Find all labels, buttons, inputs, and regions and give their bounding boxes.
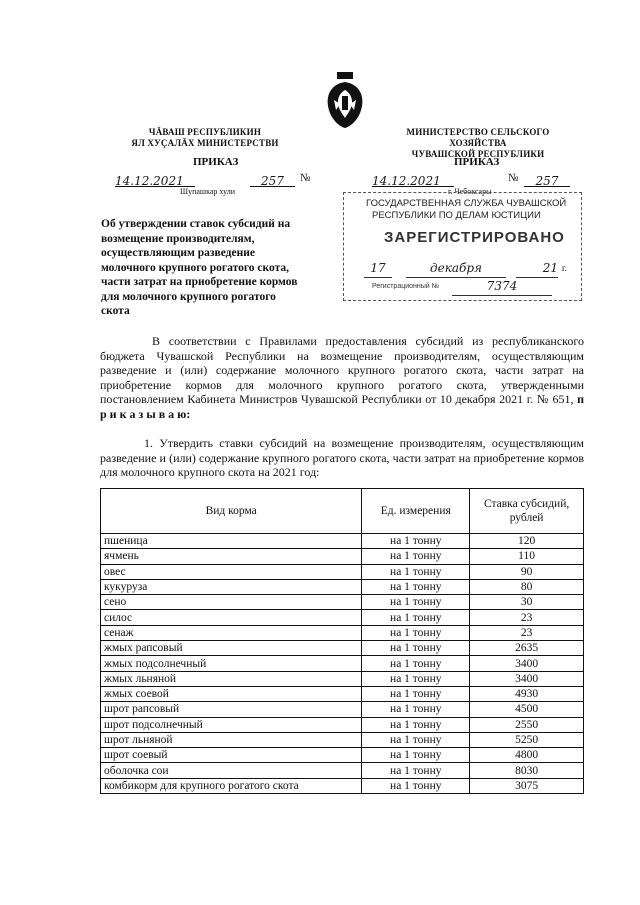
stamp-day-line [364, 259, 392, 278]
stamp-reg-number: 7374 [486, 279, 518, 293]
rate-cell: 30 [470, 595, 584, 610]
title-line: части затрат на приобретение кормов [101, 276, 298, 288]
unit-cell: на 1 тонну [362, 579, 470, 594]
stamp-reg-line [452, 277, 552, 296]
right-place: г. Чебоксары [448, 187, 492, 196]
stamp-line2: РЕСПУБЛИКИ ПО ДЕЛАМ ЮСТИЦИИ [372, 210, 541, 221]
rate-cell: 2635 [470, 641, 584, 656]
left-org-line2: ЯЛ ХУÇАЛĂХ МИНИСТЕРСТВИ [131, 138, 279, 148]
feed-type-cell: сенаж [101, 625, 362, 640]
feed-type-cell: комбикорм для крупного рогатого скота [101, 778, 362, 793]
subsidy-rates-table [100, 488, 584, 794]
left-place: Шупашкар хули [180, 187, 235, 196]
table-row [101, 748, 584, 763]
title-line: возмещение производителям, [101, 232, 255, 245]
right-number-sign: № [508, 172, 519, 184]
unit-cell: на 1 тонну [362, 763, 470, 778]
rate-cell: 5250 [470, 732, 584, 747]
left-org-line1: ЧĂВАШ РЕСПУБЛИКИН [148, 127, 262, 137]
table-row [101, 671, 584, 686]
rate-cell: 8030 [470, 763, 584, 778]
right-date: 14.12.2021 [372, 174, 441, 188]
left-date-line [115, 172, 195, 187]
table-row [101, 549, 584, 564]
feed-type-cell: кукуруза [101, 579, 362, 594]
unit-cell: на 1 тонну [362, 641, 470, 656]
feed-type-cell: шрот рапсовый [101, 702, 362, 717]
table-row [101, 534, 584, 549]
table-row [101, 579, 584, 594]
right-prikaz-label: ПРИКАЗ [454, 156, 500, 168]
unit-cell: на 1 тонну [362, 717, 470, 732]
feed-type-cell: жмых соевой [101, 686, 362, 701]
body-paragraph-2: 1. Утвердить ставки субсидий на возмещение производителям, осуществляющим разведение и (или) содержание крупного рогатого скота, части затрат на приобретение кормов для молочного крупного скота на 2021 год: [100, 436, 584, 480]
title-line: Об утверждении ставок субсидий на [101, 218, 291, 230]
unit-cell: на 1 тонну [362, 686, 470, 701]
para1-text: В соответствии с Правилами предоставления субсидий из республиканского бюджета Чувашской Республики на возмещение производителям, осуществляющим разведение и (или) содержание молочного крупного рогатого скота, части затрат на приобретение кормов для молочного крупного рогатого скота, утвержденными постановлением Кабинета Министров Чувашской Республики от 10 декабря 2021 г. № 651, [100, 334, 584, 407]
left-number: 257 [261, 174, 284, 188]
rate-cell: 3400 [470, 671, 584, 686]
title-line: для молочного крупного рогатого [101, 290, 276, 303]
stamp-registered: ЗАРЕГИСТРИРОВАНО [384, 229, 565, 246]
title-line: молочного крупного рогатого скота, [101, 261, 290, 274]
body-paragraph-1 [100, 334, 584, 422]
unit-cell: на 1 тонну [362, 625, 470, 640]
unit-cell: на 1 тонну [362, 610, 470, 625]
table-row [101, 763, 584, 778]
left-org-header [120, 127, 290, 149]
table-row [101, 595, 584, 610]
title-line: осуществляющим разведение [101, 247, 255, 259]
header-rate: Ставка субсидий, рублей [470, 489, 584, 534]
right-number-line [524, 172, 570, 187]
table-row [101, 686, 584, 701]
rate-cell: 2550 [470, 717, 584, 732]
rate-cell: 80 [470, 579, 584, 594]
right-org-line2: ЧУВАШСКОЙ РЕСПУБЛИКИ [411, 149, 545, 159]
stamp-year: 21 [542, 261, 558, 275]
rate-cell: 110 [470, 549, 584, 564]
unit-cell: на 1 тонну [362, 748, 470, 763]
table-row [101, 564, 584, 579]
feed-type-cell: шрот соевый [101, 748, 362, 763]
feed-type-cell: шрот льняной [101, 732, 362, 747]
feed-type-cell: жмых подсолнечный [101, 656, 362, 671]
registration-stamp [343, 192, 582, 301]
table-row [101, 778, 584, 793]
unit-cell: на 1 тонну [362, 549, 470, 564]
unit-cell: на 1 тонну [362, 671, 470, 686]
feed-type-cell: пшеница [101, 534, 362, 549]
unit-cell: на 1 тонну [362, 656, 470, 671]
stamp-day: 17 [370, 261, 386, 275]
feed-type-cell: оболочка сои [101, 763, 362, 778]
feed-type-cell: жмых рапсовый [101, 641, 362, 656]
rate-cell: 4930 [470, 686, 584, 701]
table-row [101, 656, 584, 671]
left-number-line [250, 172, 295, 187]
order-word: п р и к а з ы в а ю: [100, 392, 584, 421]
unit-cell: на 1 тонну [362, 564, 470, 579]
left-number-sign: № [300, 172, 311, 184]
rate-cell: 3075 [470, 778, 584, 793]
feed-type-cell: силос [101, 610, 362, 625]
stamp-reg-label: Регистрационный № [372, 283, 440, 290]
unit-cell: на 1 тонну [362, 534, 470, 549]
rate-cell: 120 [470, 534, 584, 549]
feed-type-cell: жмых льняной [101, 671, 362, 686]
right-number: 257 [535, 174, 559, 188]
right-org-line1: МИНИСТЕРСТВО СЕЛЬСКОГО ХОЗЯЙСТВА [406, 127, 550, 148]
stamp-year-line [516, 259, 558, 278]
rate-cell: 4500 [470, 702, 584, 717]
unit-cell: на 1 тонну [362, 778, 470, 793]
table-row [101, 717, 584, 732]
table-row [101, 641, 584, 656]
rate-cell: 4800 [470, 748, 584, 763]
coat-of-arms-emblem [322, 70, 368, 132]
unit-cell: на 1 тонну [362, 702, 470, 717]
feed-type-cell: сено [101, 595, 362, 610]
table-row [101, 702, 584, 717]
rate-cell: 23 [470, 625, 584, 640]
header-feed-type: Вид корма [101, 489, 362, 534]
rate-cell: 3400 [470, 656, 584, 671]
stamp-month: декабря [430, 261, 482, 275]
header-unit: Ед. измерения [362, 489, 470, 534]
unit-cell: на 1 тонну [362, 732, 470, 747]
right-date-line [372, 172, 454, 187]
feed-type-cell: ячмень [101, 549, 362, 564]
title-line: скота [101, 305, 130, 317]
stamp-month-line [406, 259, 506, 278]
table-row [101, 610, 584, 625]
stamp-line1: ГОСУДАРСТВЕННАЯ СЛУЖБА ЧУВАШСКОЙ [366, 198, 567, 209]
table-row [101, 732, 584, 747]
feed-type-cell: овес [101, 564, 362, 579]
stamp-year-suffix: г. [562, 263, 567, 273]
table-header-row [101, 489, 584, 534]
unit-cell: на 1 тонну [362, 595, 470, 610]
document-title [101, 217, 341, 319]
rate-cell: 23 [470, 610, 584, 625]
feed-type-cell: шрот подсолнечный [101, 717, 362, 732]
left-prikaz-label: ПРИКАЗ [193, 156, 239, 168]
rate-cell: 90 [470, 564, 584, 579]
left-date: 14.12.2021 [115, 174, 184, 188]
table-row [101, 625, 584, 640]
